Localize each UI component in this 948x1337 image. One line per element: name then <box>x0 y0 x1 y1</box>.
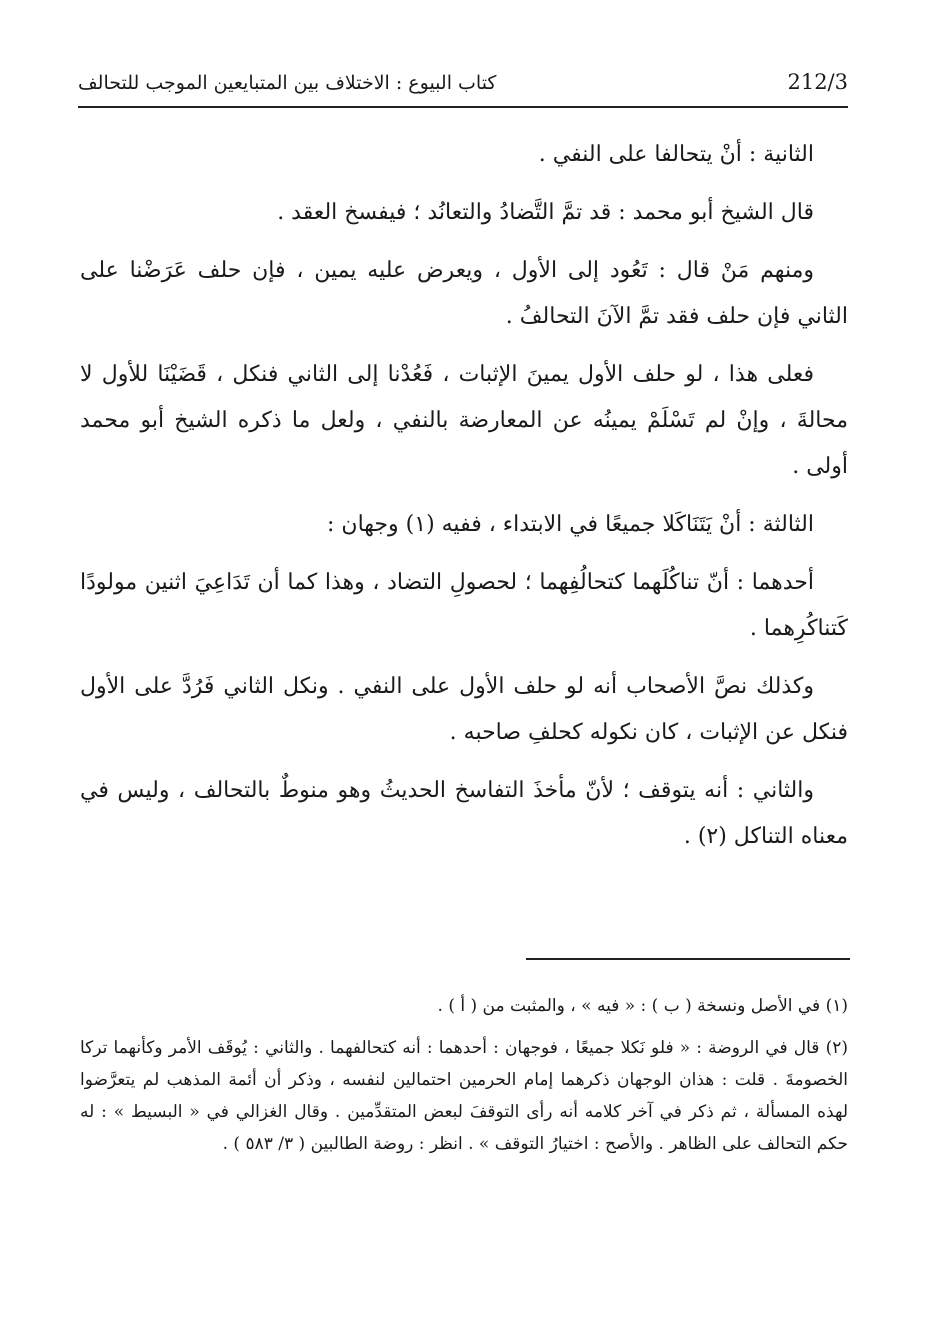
paragraph-3: ومنهم مَنْ قال : تَعُود إلى الأول ، ويعرض عليه يمين ، فإن حلف عَرَضْنا على الثاني فإن حلف فقد تمَّ الآنَ التحالفُ . <box>80 258 848 329</box>
footnote-separator <box>526 958 850 960</box>
running-head <box>78 66 848 108</box>
paragraph-1: الثانية : أنْ يتحالفا على النفي . <box>538 142 814 167</box>
main-text <box>80 132 848 872</box>
footnote-2: (٢) قال في الروضة : « فلو نَكلا جميعًا ، فوجهان : أحدهما : أنه كتحالفهما . والثاني : يُوقَف الأمر وكأنهما تركا الخصومةَ . قلت : هذان الوجهان ذكرهما إمام الحرمين احتمالين لنفسه ، وذكر أن أئمة المذهب لم يتعرَّضوا لهذه المسألة ، ثم ذكر في آخر كلامه أنه رأى التوقفَ لبعض المتقدِّمين . وقال الغزالي في « البسيط » : له حكم التحالف على الظاهر . والأصح : اختيارُ التوقف » . انظر : روضة الطالبين ( ٣/ ٥٨٣ ) . <box>80 1038 848 1154</box>
paragraph-8: والثاني : أنه يتوقف ؛ لأنّ مأخذَ التفاسخ الحديثُ وهو منوطٌ بالتحالف ، وليس في معناه التناكل (٢) . <box>80 778 848 849</box>
paragraph-2: قال الشيخ أبو محمد : قد تمَّ التَّضادُ والتعانُد ؛ فيفسخ العقد . <box>277 200 814 225</box>
footnote-1: (١) في الأصل ونسخة ( ب ) : « فيه » ، والمثبت من ( أ ) . <box>437 996 848 1016</box>
page-number: 212/3 <box>787 70 848 94</box>
paragraph-7: وكذلك نصَّ الأصحاب أنه لو حلف الأول على النفي . ونكل الثاني فَرُدَّ على الأول فنكل عن الإثبات ، كان نكوله كحلفِ صاحبه . <box>80 674 848 745</box>
chapter-title: كتاب البيوع : الاختلاف بين المتبايعين الموجب للتحالف <box>78 72 497 94</box>
footnotes <box>80 990 848 1170</box>
paragraph-4: فعلى هذا ، لو حلف الأول يمينَ الإثبات ، فَعُدْنا إلى الثاني فنكل ، قَضَيْنَا للأول لا محالةَ ، وإنْ لم تَسْلَمْ يمينُه عن المعارضة بالنفي ، ولعل ما ذكره الشيخ أبو محمد أولى . <box>80 362 848 479</box>
paragraph-5: الثالثة : أنْ يَتَنَاكَلا جميعًا في الابتداء ، ففيه (١) وجهان : <box>327 512 814 537</box>
paragraph-6: أحدهما : أنّ تناكُلَهما كتحالُفِهما ؛ لحصولِ التضاد ، وهذا كما أن تَدَاعِيَ اثنين مولودًا كَتناكُرِهما . <box>80 570 848 641</box>
